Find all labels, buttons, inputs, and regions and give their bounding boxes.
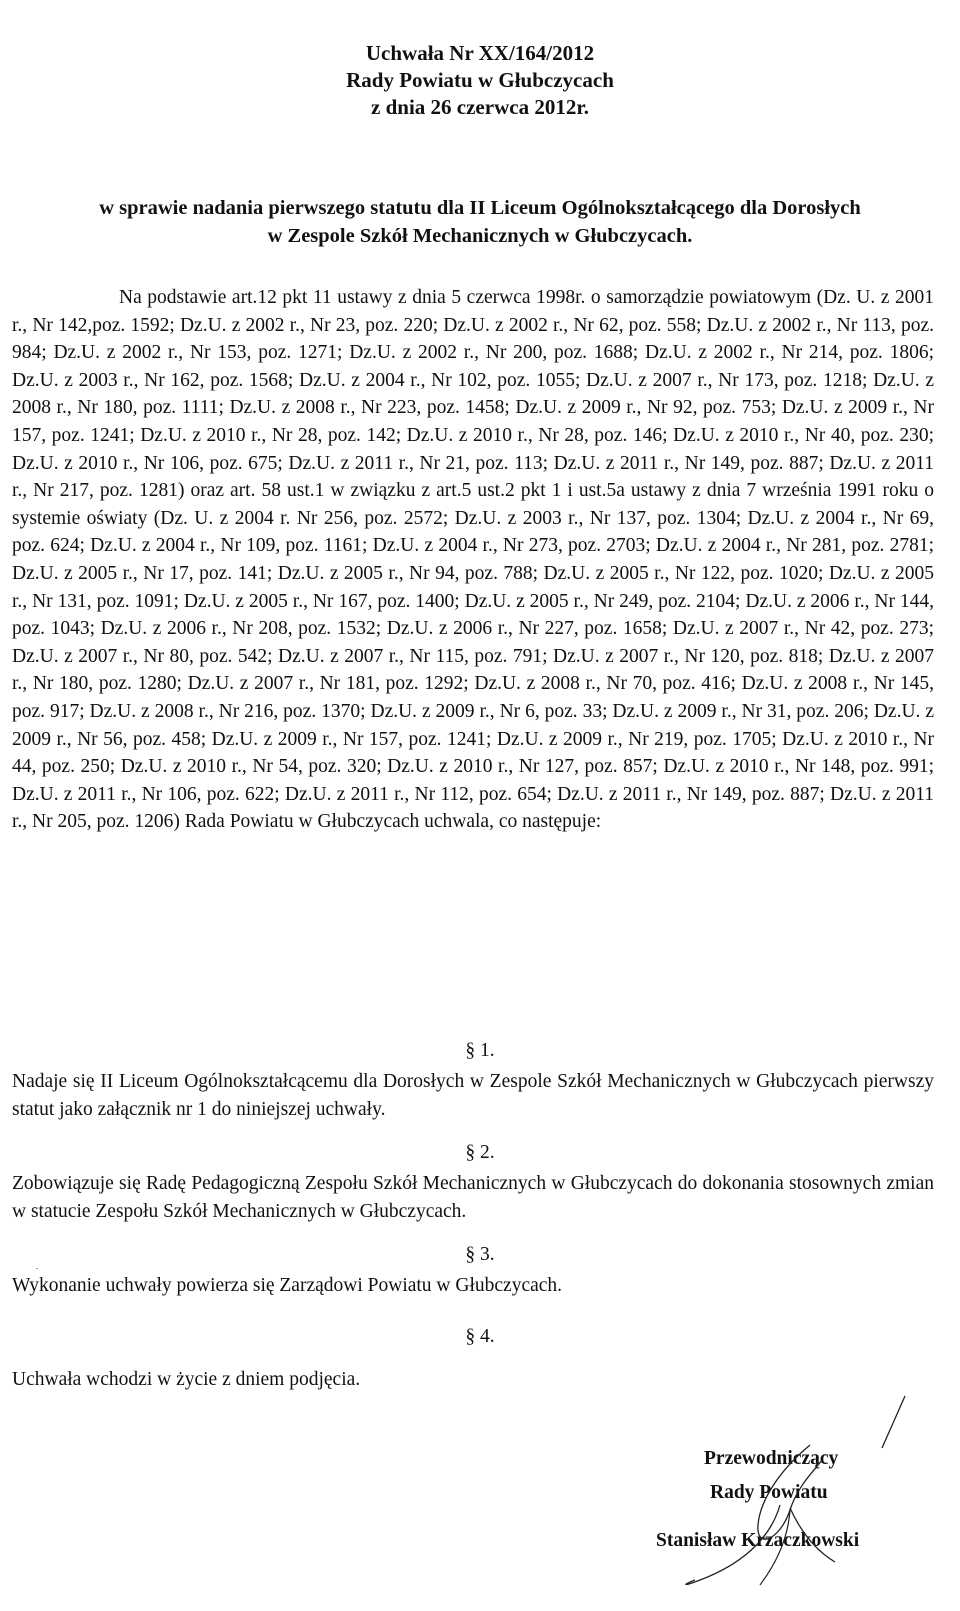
section-2-mark: § 2. — [465, 1142, 495, 1163]
resolution-date: z dnia 26 czerwca 2012r. — [371, 95, 589, 119]
section-1-mark: § 1. — [465, 1040, 495, 1061]
resolution-number: Uchwała Nr XX/164/2012 — [365, 41, 595, 65]
section-3-text: Wykonanie uchwały powierza się Zarządowi Powiatu w Głubczycach. — [12, 1275, 563, 1296]
section-1-text: Nadaje się II Liceum Ogólnokształcącemu dla Dorosłych w Zespole Szkół Mechanicznych w Głubczycach pierwszy statut jako załącznik nr 1 do niniejszej uchwały. — [12, 1071, 934, 1120]
section-2-text: Zobowiązuje się Radę Pedagogiczną Zespołu Szkół Mechanicznych w Głubczycach do dokonania stosownych zmian w statucie Zespołu Szkół Mechanicznych w Głubczycach. — [12, 1173, 934, 1222]
legal-basis-paragraph: Na podstawie art.12 pkt 11 ustawy z dnia 5 czerwca 1998r. o samorządzie powiatowym (Dz. U. z 2001 r., Nr 142,poz. 1592; Dz.U. z 2002 r., Nr 23, poz. 220; Dz.U. z 2002 r., Nr 62, poz. 558; Dz.U. z 2002 r., Nr 113, poz. 984; Dz.U. z 2002 r., Nr 153, poz. 1271; Dz.U. z 2002 r., Nr 200, poz. 1688; Dz.U. z 2002 r., Nr 214, poz. 1806; Dz.U. z 2003 r., Nr 162, poz. 1568; Dz.U. z 2004 r., Nr 102, poz. 1055; Dz.U. z 2007 r., Nr 173, poz. 1218; Dz.U. z 2008 r., Nr 180, poz. 1111; Dz.U. z 2008 r., Nr 223, poz. 1458; Dz.U. z 2009 r., Nr 92, poz. 753; Dz.U. z 2009 r., Nr 157, poz. 1241; Dz.U. z 2010 r., Nr 28, poz. 142; Dz.U. z 2010 r., Nr 28, poz. 146; Dz.U. z 2010 r., Nr 40, poz. 230; Dz.U. z 2010 r., Nr 106, poz. 675; Dz.U. z 2011 r., Nr 21, poz. 113; Dz.U. z 2011 r., Nr 149, poz. 887; Dz.U. z 2011 r., Nr 217, poz. 1281) oraz art. 58 ust.1 w związku z art.5 ust.2 pkt 1 i ust.5a ustawy z dnia 7 września 1991 roku o systemie oświaty (Dz. U. z 2004 r. Nr 256, poz. 2572; Dz.U. z 2003 r., Nr 137, poz. 1304; Dz.U. z 2004 r., Nr 69, poz. 624; Dz.U. z 2004 r., Nr 109, poz. 1161; Dz.U. z 2004 r., Nr 273, poz. 2703; Dz.U. z 2004 r., Nr 281, poz. 2781; Dz.U. z 2005 r., Nr 17, poz. 141; Dz.U. z 2005 r., Nr 94, poz. 788; Dz.U. z 2005 r., Nr 122, poz. 1020; Dz.U. z 2005 r., Nr 131, poz. 1091; Dz.U. z 2005 r., Nr 167, poz. 1400; Dz.U. z 2005 r., Nr 249, poz. 2104; Dz.U. z 2006 r., Nr 144, poz. 1043; Dz.U. z 2006 r., Nr 208, poz. 1532; Dz.U. z 2006 r., Nr 227, poz. 1658; Dz.U. z 2007 r., Nr 42, poz. 273; Dz.U. z 2007 r., Nr 80, poz. 542; Dz.U. z 2007 r., Nr 115, poz. 791; Dz.U. z 2007 r., Nr 120, poz. 818; Dz.U. z 2007 r., Nr 180, poz. 1280; Dz.U. z 2007 r., Nr 181, poz. 1292; Dz.U. z 2008 r., Nr 70, poz. 416; Dz.U. z 2008 r., Nr 145, poz. 917; Dz.U. z 2008 r., Nr 216, poz. 1370; Dz.U. z 2009 r., Nr 6, poz. 33; Dz.U. z 2009 r., Nr 31, poz. 206; Dz.U. z 2009 r., Nr 56, poz. 458; Dz.U. z 2009 r., Nr 157, poz. 1241; Dz.U. z 2009 r., Nr 219, poz. 1705; Dz.U. z 2010 r., Nr 44, poz. 250; Dz.U. z 2010 r., Nr 54, poz. 320; Dz.U. z 2010 r., Nr 127, poz. 857; Dz.U. z 2010 r., Nr 148, poz. 991; Dz.U. z 2011 r., Nr 106, poz. 622; Dz.U. z 2011 r., Nr 112, poz. 654; Dz.U. z 2011 r., Nr 149, poz. 887; Dz.U. z 2011 r., Nr 205, poz. 1206) Rada Powiatu w Głubczycach uchwala, co następuje: — [12, 287, 934, 833]
council-title: Rady Powiatu — [710, 1482, 828, 1503]
subject-line-2: w Zespole Szkół Mechanicznych w Głubczycach. — [267, 225, 693, 247]
resolution-subject — [0, 194, 960, 250]
section-4-mark: § 4. — [465, 1326, 495, 1347]
chairman-title: Przewodniczący — [704, 1448, 839, 1469]
chairman-name: Stanisław Krzaczkowski — [656, 1530, 860, 1551]
council-name: Rady Powiatu w Głubczycach — [346, 68, 614, 92]
section-4-text: Uchwała wchodzi w życie z dniem podjęcia. — [12, 1369, 361, 1390]
section-3-mark: § 3. — [465, 1244, 495, 1265]
resolution-header — [0, 40, 960, 121]
handwritten-signature-icon — [640, 1390, 940, 1590]
scan-mark — [36, 1268, 38, 1269]
subject-line-1: w sprawie nadania pierwszego statutu dla II Liceum Ogólnokształcącego dla Dorosłych — [99, 197, 861, 219]
